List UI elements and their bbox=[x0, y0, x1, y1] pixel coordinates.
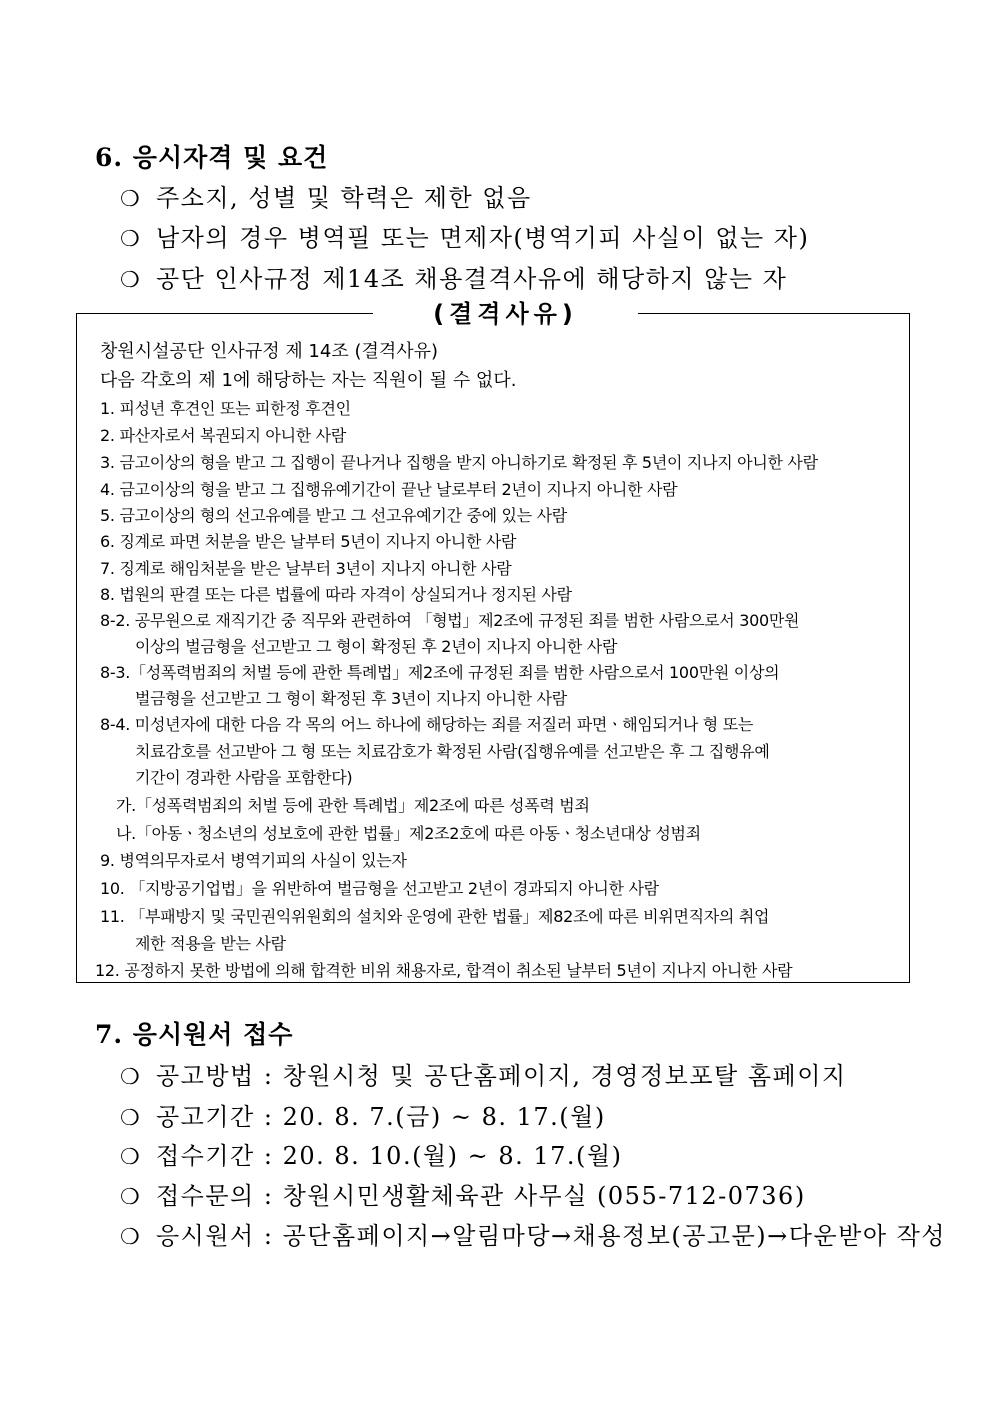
item-text: 공고기간 : 20. 8. 7.(금) ~ 8. 17.(월) bbox=[156, 1103, 606, 1131]
section-7-item bbox=[120, 1056, 847, 1091]
rule-line: 9. 병역의무자로서 병역기피의 사실이 있는자 bbox=[100, 851, 407, 870]
section-6-item bbox=[120, 178, 532, 213]
circle-bullet-icon: ❍ bbox=[120, 187, 142, 212]
rule-line: 3. 금고이상의 형을 받고 그 집행이 끝나거나 집행을 받지 아니하기로 확정된 후 5년이 지나지 아니한 사람 bbox=[100, 453, 818, 472]
rule-line: 4. 금고이상의 형을 받고 그 집행유예기간이 끝난 날로부터 2년이 지나지 아니한 사람 bbox=[100, 480, 678, 499]
rule-line: 12. 공정하지 못한 방법에 의해 합격한 비위 채용자로, 합격이 취소된 날부터 5년이 지나지 아니한 사람 bbox=[95, 961, 793, 980]
item-text: 응시원서 : 공단홈페이지→알림마당→채용정보(공고문)→다운받아 작성 bbox=[156, 1222, 946, 1250]
rule-line: 8-2. 공무원으로 재직기간 중 직무와 관련하여 「형법」제2조에 규정된 죄를 범한 사람으로서 300만원 bbox=[100, 611, 800, 630]
rule-line: 8-3.「성폭력범죄의 처벌 등에 관한 특례법」제2조에 규정된 죄를 범한 사람으로서 100만원 이상의 bbox=[100, 663, 780, 682]
circle-bullet-icon: ❍ bbox=[120, 1106, 142, 1131]
rule-title: 창원시설공단 인사규정 제 14조 (결격사유) bbox=[100, 341, 439, 362]
item-text: 주소지, 성별 및 학력은 제한 없음 bbox=[156, 184, 532, 212]
section-7-title: 7. 응시원서 접수 bbox=[95, 1020, 294, 1049]
rule-line: 11. 「부패방지 및 국민권익위원회의 설치와 운영에 관한 법률」제82조에 따른 비위면직자의 취업 bbox=[100, 907, 770, 926]
rule-line-continued: 이상의 벌금형을 선고받고 그 형이 확정된 후 2년이 지나지 아니한 사람 bbox=[135, 637, 618, 656]
circle-bullet-icon: ❍ bbox=[120, 1145, 142, 1170]
rule-intro: 다음 각호의 제 1에 해당하는 자는 직원이 될 수 없다. bbox=[100, 370, 517, 391]
circle-bullet-icon: ❍ bbox=[120, 227, 142, 252]
section-6-title: 6. 응시자격 및 요건 bbox=[95, 143, 329, 172]
rule-sub-line: 나.「아동ㆍ청소년의 성보호에 관한 법률」제2조2호에 따른 아동ㆍ청소년대상 성범죄 bbox=[116, 824, 701, 843]
rule-line: 6. 징계로 파면 처분을 받은 날부터 5년이 지나지 아니한 사람 bbox=[100, 532, 517, 551]
rule-line: 10. 「지방공기업법」을 위반하여 벌금형을 선고받고 2년이 경과되지 아니한 사람 bbox=[100, 879, 659, 898]
rule-sub-line: 가.「성폭력범죄의 처벌 등에 관한 특례법」제2조에 따른 성폭력 범죄 bbox=[116, 796, 590, 815]
box-title: (결격사유) bbox=[433, 300, 578, 328]
rule-line-continued: 제한 적용을 받는 사람 bbox=[135, 934, 286, 953]
section-7-item bbox=[120, 1216, 946, 1251]
rule-line: 7. 징계로 해임처분을 받은 날부터 3년이 지나지 아니한 사람 bbox=[100, 559, 512, 578]
item-text: 접수기간 : 20. 8. 10.(월) ~ 8. 17.(월) bbox=[156, 1142, 623, 1170]
rule-line: 8-4. 미성년자에 대한 다음 각 목의 어느 하나에 해당하는 죄를 저질러 파면ㆍ해임되거나 형 또는 bbox=[100, 715, 754, 734]
box-title-container bbox=[373, 296, 638, 332]
rule-line-continued: 벌금형을 선고받고 그 형이 확정된 후 3년이 지나지 아니한 사람 bbox=[135, 689, 567, 708]
rule-line: 2. 파산자로서 복권되지 아니한 사람 bbox=[100, 426, 346, 445]
section-6-item bbox=[120, 259, 787, 294]
rule-line-continued: 치료감호를 선고받아 그 형 또는 치료감호가 확정된 사람(집행유예를 선고받은 후 그 집행유예 bbox=[135, 742, 770, 761]
item-text: 접수문의 : 창원시민생활체육관 사무실 (055-712-0736) bbox=[156, 1182, 806, 1210]
item-text: 공고방법 : 창원시청 및 공단홈페이지, 경영정보포탈 홈페이지 bbox=[156, 1062, 847, 1090]
rule-line-continued: 기간이 경과한 사람을 포함한다) bbox=[135, 768, 353, 787]
circle-bullet-icon: ❍ bbox=[120, 268, 142, 293]
item-text: 남자의 경우 병역필 또는 면제자(병역기피 사실이 없는 자) bbox=[156, 224, 810, 252]
circle-bullet-icon: ❍ bbox=[120, 1065, 142, 1090]
item-text: 공단 인사규정 제14조 채용결격사유에 해당하지 않는 자 bbox=[156, 265, 788, 293]
rule-line: 1. 피성년 후견인 또는 피한정 후견인 bbox=[100, 399, 351, 418]
circle-bullet-icon: ❍ bbox=[120, 1185, 142, 1210]
section-7-item bbox=[120, 1176, 806, 1211]
section-6-item bbox=[120, 218, 809, 253]
circle-bullet-icon: ❍ bbox=[120, 1225, 142, 1250]
section-7-item bbox=[120, 1097, 606, 1132]
rule-line: 5. 금고이상의 형의 선고유예를 받고 그 선고유예기간 중에 있는 사람 bbox=[100, 506, 567, 525]
rule-line: 8. 법원의 판결 또는 다른 법률에 따라 자격이 상실되거나 정지된 사람 bbox=[100, 585, 572, 604]
section-7-item bbox=[120, 1136, 622, 1171]
